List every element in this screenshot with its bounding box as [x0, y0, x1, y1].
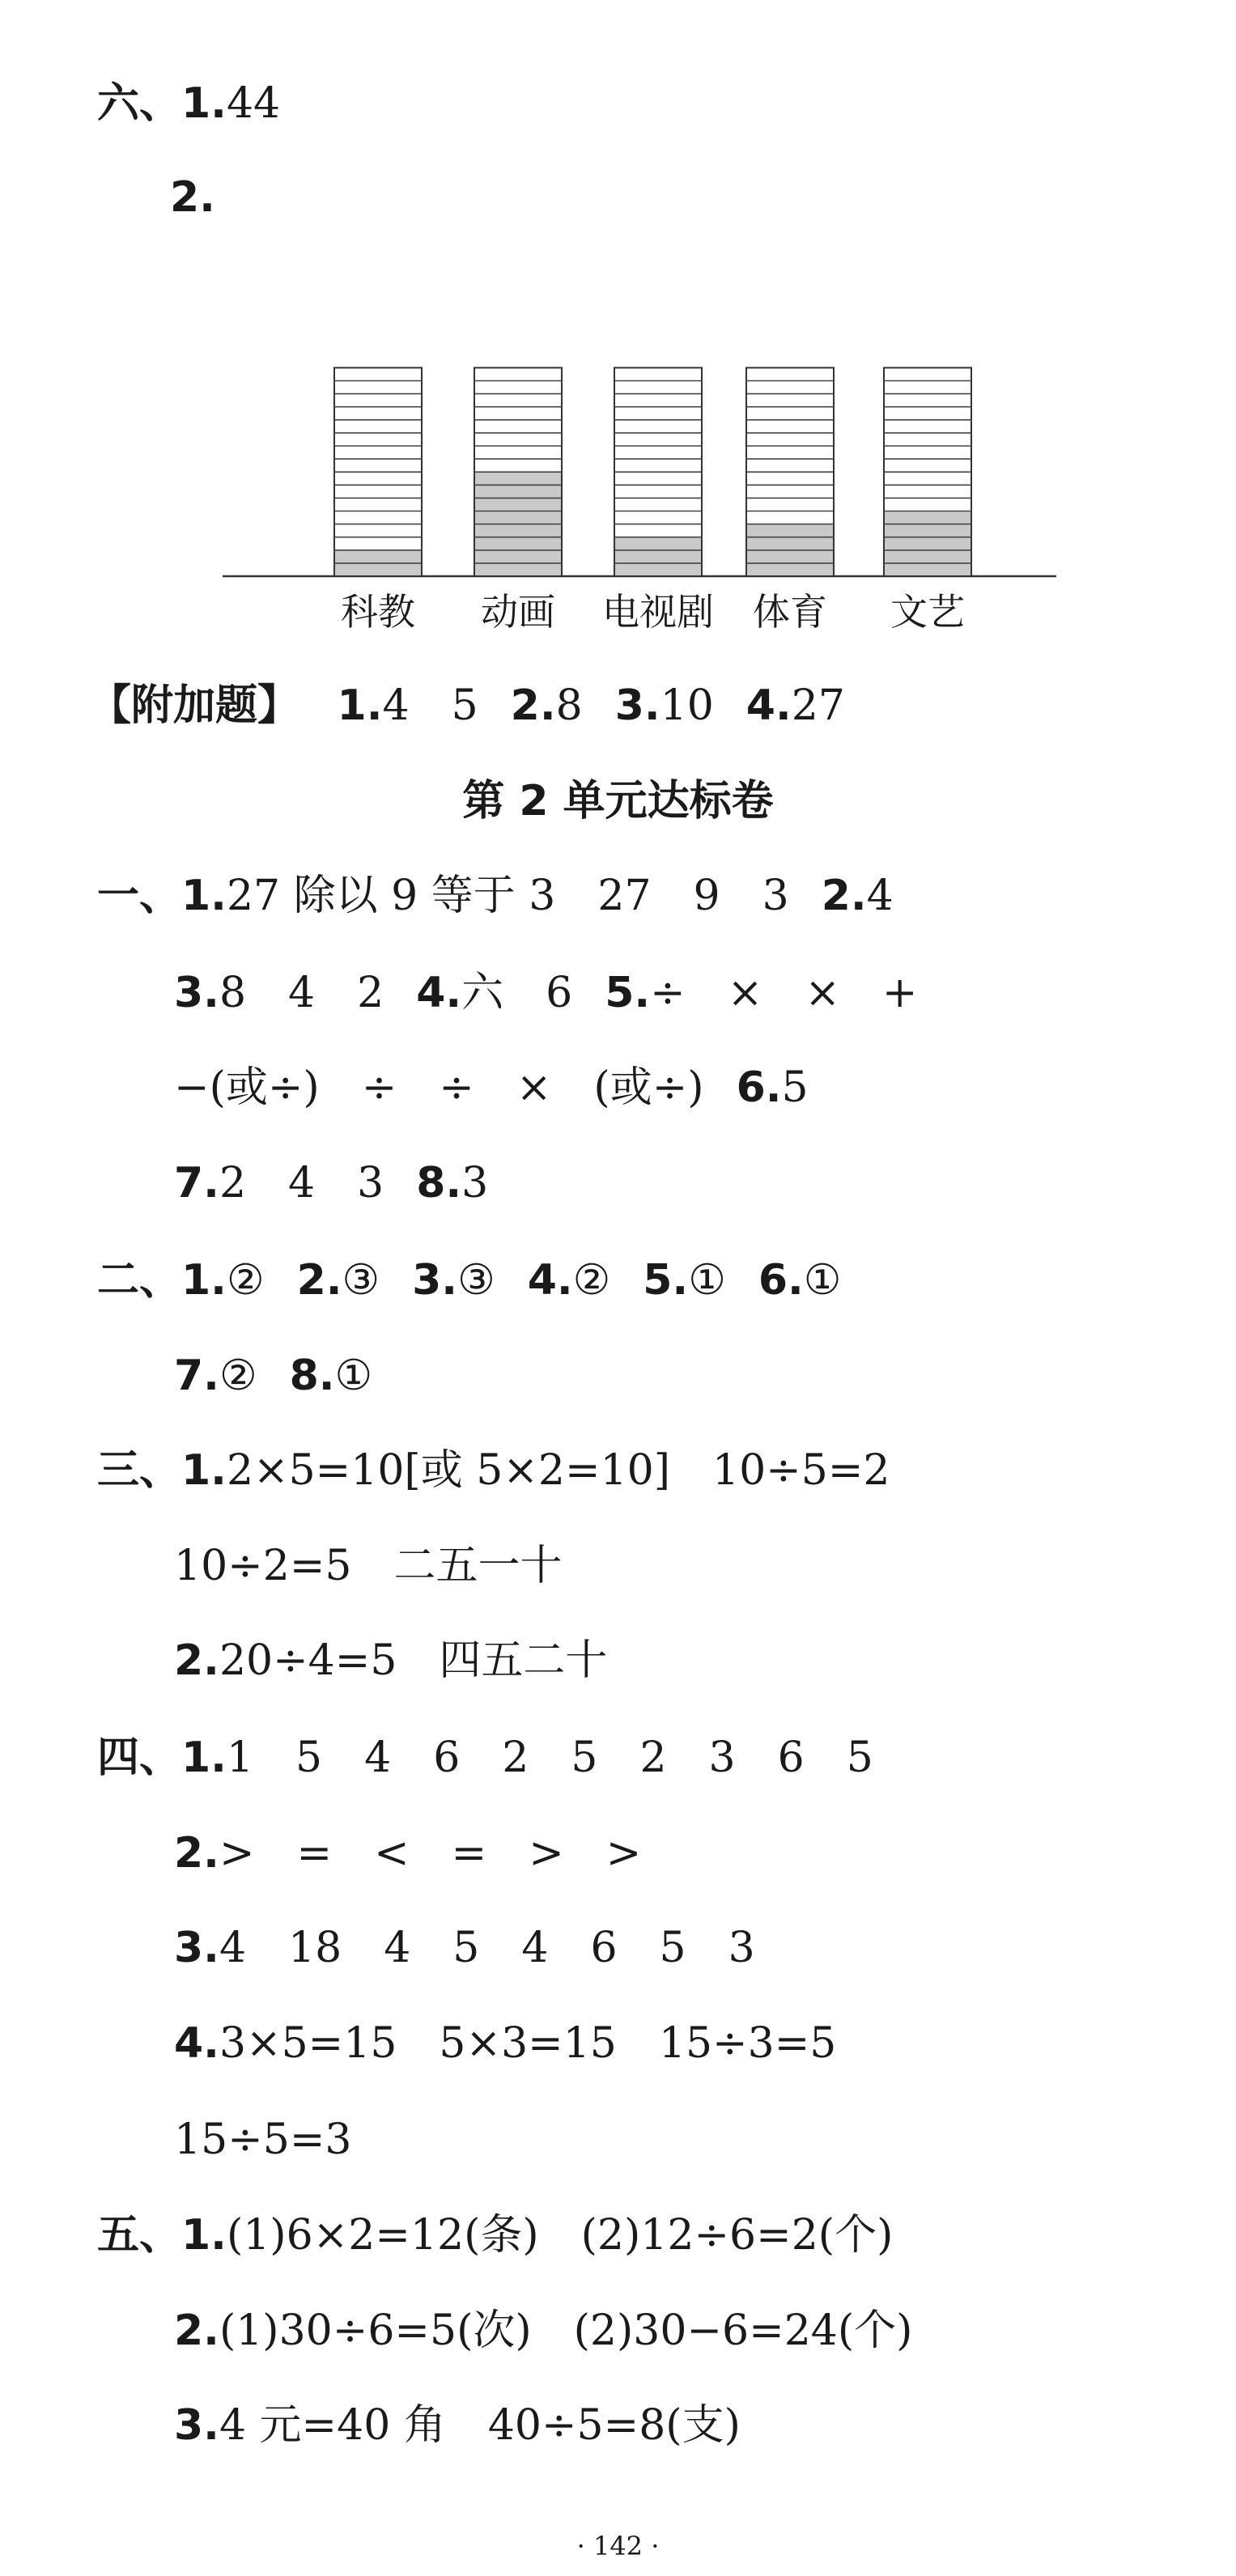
answer-line [97, 1445, 890, 1496]
answer-text: 4 18 4 5 4 6 5 3 [219, 1924, 755, 1972]
answer-text: 4 [866, 872, 894, 920]
answer-segment [174, 1635, 607, 1687]
question-number: 2. [296, 1256, 342, 1305]
question-number: 二、1. [97, 1256, 227, 1305]
question-number: 5. [643, 1256, 689, 1305]
question-number: 2. [174, 2307, 219, 2355]
bar-column [746, 367, 834, 634]
bonus-item [338, 680, 478, 732]
question-number: 3. [412, 1256, 458, 1305]
answer-segment [174, 1540, 562, 1592]
answer-segment [174, 1827, 641, 1879]
answer-text: (1)30÷6=5(次) (2)30−6=24(个) [219, 2307, 913, 2355]
answer-text: 4 元=40 角 40÷5=8(支) [219, 2401, 741, 2450]
answer-segment [416, 967, 572, 1019]
answer-line [174, 2114, 351, 2166]
answer-line [97, 1732, 873, 1784]
answer-segment [822, 870, 894, 922]
answer-line [174, 1062, 809, 1114]
bar-column [602, 367, 714, 634]
answer-text: ② [219, 1352, 257, 1400]
answer-text: ÷ × × + [650, 969, 918, 1017]
bar-column [334, 367, 422, 634]
bar-column [474, 367, 562, 634]
question-number: 6. [758, 1256, 804, 1305]
question-number: 3. [174, 2401, 219, 2450]
answer-line [174, 1540, 562, 1592]
bonus-label: 【附加题】 [89, 681, 300, 730]
question-number: 4. [745, 681, 792, 730]
answer-line [97, 2209, 893, 2261]
question-number: 8. [289, 1352, 335, 1400]
category-label: 体育 [753, 590, 827, 634]
unit-title: 第 2 单元达标卷 [462, 777, 774, 825]
question-number: 3. [174, 969, 219, 1017]
answer-text: 2 4 3 [219, 1159, 384, 1207]
bonus-item [746, 680, 845, 732]
answer-text: 六 6 [461, 969, 573, 1017]
bonus-item [615, 680, 714, 732]
answer-text: ③ [342, 1256, 380, 1305]
answer-segment [297, 1254, 380, 1306]
answer-segment [737, 1062, 809, 1114]
answer-segment [174, 967, 384, 1019]
question-number: 三、1. [97, 1446, 227, 1495]
answer-segment [643, 1254, 726, 1306]
question-number: 8. [416, 1159, 462, 1207]
answer-text: 20÷4=5 四五二十 [219, 1636, 608, 1685]
answer-text: (1)6×2=12(条) (2)12÷6=2(个) [226, 2211, 894, 2260]
answer-line [97, 1254, 841, 1306]
answer-text: 3 [461, 1159, 489, 1207]
category-label: 动画 [481, 590, 555, 634]
answer-text: > = < = > > [219, 1829, 642, 1878]
question-number: 1. [337, 681, 383, 730]
answer-text: 1 5 4 6 2 5 2 3 6 5 [226, 1734, 873, 1782]
bar [614, 537, 702, 576]
answer-segment [758, 1254, 842, 1306]
question-number: 7. [174, 1352, 219, 1400]
category-label: 电视剧 [602, 590, 714, 634]
answer-text: 5 [781, 1063, 809, 1112]
answer-segment [97, 870, 789, 922]
answer-text: −(或÷) ÷ ÷ × (或÷) [174, 1063, 704, 1112]
question-number: 4. [416, 969, 462, 1017]
question-number: 3. [174, 1924, 219, 1972]
answer-segment [174, 1350, 257, 1402]
question-number: 3. [614, 681, 660, 730]
question-number: 五、1. [97, 2211, 227, 2260]
answer-segment [174, 2018, 836, 2069]
answer-segment [174, 2114, 351, 2166]
answer-segment [528, 1254, 611, 1306]
answer-text: 8 [555, 681, 583, 730]
answer-text: 27 除以 9 等于 3 27 9 3 [226, 872, 789, 920]
bar-chart [0, 0, 1236, 647]
answer-text: 8 4 2 [219, 969, 384, 1017]
answer-text: 44 [226, 79, 281, 128]
answer-text: ① [803, 1256, 842, 1305]
question-number: 2. [174, 1829, 219, 1878]
answer-text: 10÷2=5 二五一十 [174, 1542, 563, 1590]
answer-text: 10 [660, 681, 714, 730]
question-number: 6. [736, 1063, 782, 1112]
answer-segment [97, 1445, 890, 1496]
answer-text: 4 5 [382, 681, 478, 730]
answer-text: 27 [791, 681, 845, 730]
bar [884, 511, 971, 577]
answer-segment [412, 1254, 495, 1306]
question-number: 2. [510, 681, 556, 730]
answer-segment [174, 2305, 912, 2357]
question-number: 5. [605, 969, 651, 1017]
answer-text: 15÷5=3 [174, 2116, 352, 2164]
answer-segment [416, 1157, 488, 1209]
answer-line [174, 1635, 607, 1687]
answer-text: ① [334, 1352, 373, 1400]
answer-line [174, 1157, 488, 1209]
answer-line [174, 2305, 912, 2357]
answer-text: ② [572, 1256, 611, 1305]
question-number: 2. [174, 1636, 219, 1685]
answer-segment [174, 1062, 704, 1114]
question-number: 2. [821, 872, 867, 920]
answer-segment [97, 1732, 873, 1784]
answer-text: 2×5=10[或 5×2=10] 10÷5=2 [226, 1446, 890, 1495]
question-number: 7. [174, 1159, 219, 1207]
question-number: 4. [527, 1256, 573, 1305]
answer-line [174, 2400, 741, 2451]
category-label: 科教 [341, 590, 415, 634]
answer-line [174, 1922, 755, 1974]
answer-line [174, 2018, 836, 2069]
question-number: 一、1. [97, 872, 227, 920]
bonus-line [89, 680, 845, 732]
answer-segment [97, 2209, 893, 2261]
answer-text: ① [688, 1256, 726, 1305]
answer-line [174, 1827, 641, 1879]
bar-column [884, 367, 971, 634]
question-number: 四、1. [97, 1734, 227, 1782]
answer-segment [174, 1157, 384, 1209]
answer-segment [97, 1254, 265, 1306]
category-label: 文艺 [890, 590, 965, 634]
answer-line [174, 1350, 372, 1402]
page-number: · 142 · [576, 2531, 660, 2561]
answer-line [174, 967, 917, 1019]
answer-segment [174, 2400, 741, 2451]
answer-segment [290, 1350, 373, 1402]
answer-line [97, 870, 894, 922]
question-number: 六、1. [97, 79, 227, 128]
question-number: 2. [170, 173, 215, 222]
answer-text: 3×5=15 5×3=15 15÷3=5 [219, 2019, 837, 2068]
answer-segment [605, 967, 917, 1019]
answer-text: ② [226, 1256, 265, 1305]
question-number: 4. [174, 2019, 219, 2068]
bonus-item [511, 680, 583, 732]
answer-text: ③ [457, 1256, 495, 1305]
answer-segment [174, 1922, 755, 1974]
